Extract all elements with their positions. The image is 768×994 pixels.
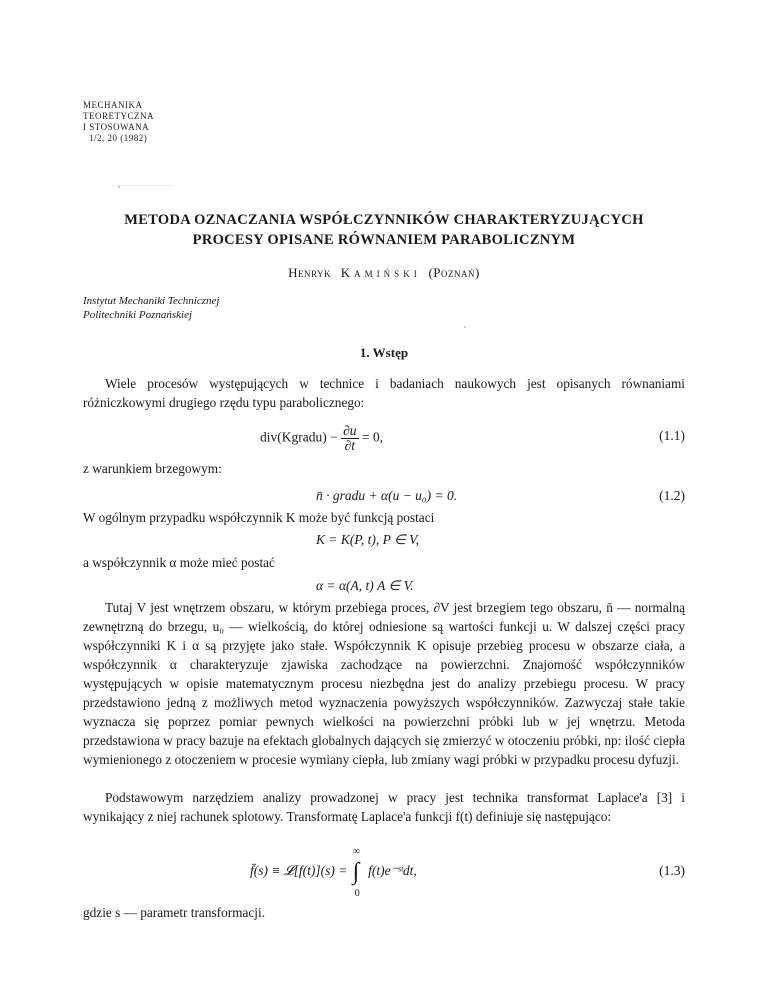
author-last-name: Kamiński: [340, 265, 421, 280]
affiliation-line: Politechniki Poznańskiej: [83, 309, 193, 321]
paragraph-laplace: Podstawowym narzędziem analizy prowadzonej w pracy jest technika transformat Laplace'a [3] i wynikający z niej rachunek splotowy. Transformatę Laplace'a funkcji f(t) definiuje się następująco:: [83, 790, 685, 824]
eq1-denominator: ∂t: [344, 438, 356, 453]
journal-line: I STOSOWANA: [83, 122, 150, 132]
paper-title: [60, 210, 708, 250]
eq5-right: f(t)e⁻ˢᵗdt,: [368, 863, 417, 879]
scan-dot: [464, 326, 466, 328]
eq4-expression: α = α(A, t) A ∈ V.: [316, 578, 414, 593]
paragraph-intro: Wiele procesów występujących w technice i badaniach naukowych jest opisanych równaniami różniczkowymi drugiego rzędu typu parabolicznego:: [83, 376, 685, 410]
eq1-numerator: ∂u: [343, 423, 357, 438]
author-line: [60, 265, 708, 281]
eq5-label: (1.3): [659, 863, 685, 878]
author-city: (Poznań): [428, 265, 480, 280]
eq1-left: div(Kgradu) −: [260, 429, 338, 445]
title-line: PROCESY OPISANE RÓWNANIEM PARABOLICZNYM: [192, 232, 576, 248]
paragraph-alpha: a współczynnik α może mieć postać: [83, 555, 275, 570]
paragraph-parameter: gdzie s — parametr transformacji.: [83, 905, 266, 920]
eq1-right: = 0,: [361, 429, 384, 445]
journal-line: MECHANIKA: [83, 100, 143, 110]
integral-lower-limit: 0: [354, 888, 360, 899]
journal-header: [83, 100, 154, 144]
author-first-name: Henryk: [288, 265, 332, 280]
scan-dot: [118, 186, 120, 188]
eq1-fraction: [341, 424, 358, 453]
eq2-expression: n̄ · gradu + α(u − u₀) = 0.: [316, 488, 458, 503]
integral-sign: [351, 846, 365, 899]
equation-1-2: [83, 486, 685, 508]
equation-1-1: [83, 416, 685, 452]
integral-upper-limit: ∞: [352, 846, 360, 857]
section-heading: 1. Wstęp: [359, 345, 409, 360]
equation-k-form: [83, 532, 685, 554]
affiliation: [83, 294, 219, 322]
eq1-label: (1.1): [659, 428, 685, 443]
title-line: METODA OZNACZANIA WSPÓŁCZYNNIKÓW CHARAKTERYZUJĄCYCH: [124, 212, 644, 228]
eq3-expression: K = K(P, t), P ∈ V,: [316, 532, 420, 547]
equation-1-3: [83, 846, 685, 899]
affiliation-line: Instytut Mechaniki Technicznej: [83, 295, 220, 307]
paragraph-definitions: Tutaj V jest wnętrzem obszaru, w którym przebiega proces, ∂V jest brzegiem tego obszaru, n̄ — normalną zewnętrzną do brzegu, u₀ — wielkością, do której odniesione są wartości funkcji u. W dalszej części pracy współczynniki K i α są przyjęte jako stałe. Współczynnik K opisuje przebieg procesu w obszarze ciała, a współczynnik α charakteryzuje zjawiska zachodzące na powierzchni. Znajomość współczynników występujących w opisie matematycznym procesu niezbędna jest do analizy przebiegu procesu. W pracy przedstawiono jedną z możliwych metod wyznaczenia powyższych współczynników. Zazwyczaj stałe takie wyznacza się poprzez pomiar pewnych wielkości na powierzchni próbki lub w jej wnętrzu. Metoda przedstawiona w pracy bazuje na efektach globalnych dających się zmierzyć w otoczeniu próbki, np: ilość ciepła wymienionego z otoczeniem w procesie wymiany ciepła, lub zmiany wagi próbki w przypadku procesu dyfuzji.: [83, 600, 685, 767]
eq2-label: (1.2): [659, 488, 685, 503]
eq5-left: f̄(s) ≡ 𝓛[f(t)](s) =: [250, 863, 348, 879]
journal-issue: 1/2, 20 (1982): [89, 133, 148, 143]
scan-artifact: [112, 185, 172, 186]
integral-symbol: ∫: [352, 859, 360, 885]
paragraph-general-case: W ogólnym przypadku współczynnik K może być funkcją postaci: [83, 510, 435, 525]
equation-alpha-form: [83, 578, 685, 600]
journal-line: TEORETYCZNA: [83, 111, 154, 121]
paragraph-boundary: z warunkiem brzegowym:: [83, 461, 222, 476]
